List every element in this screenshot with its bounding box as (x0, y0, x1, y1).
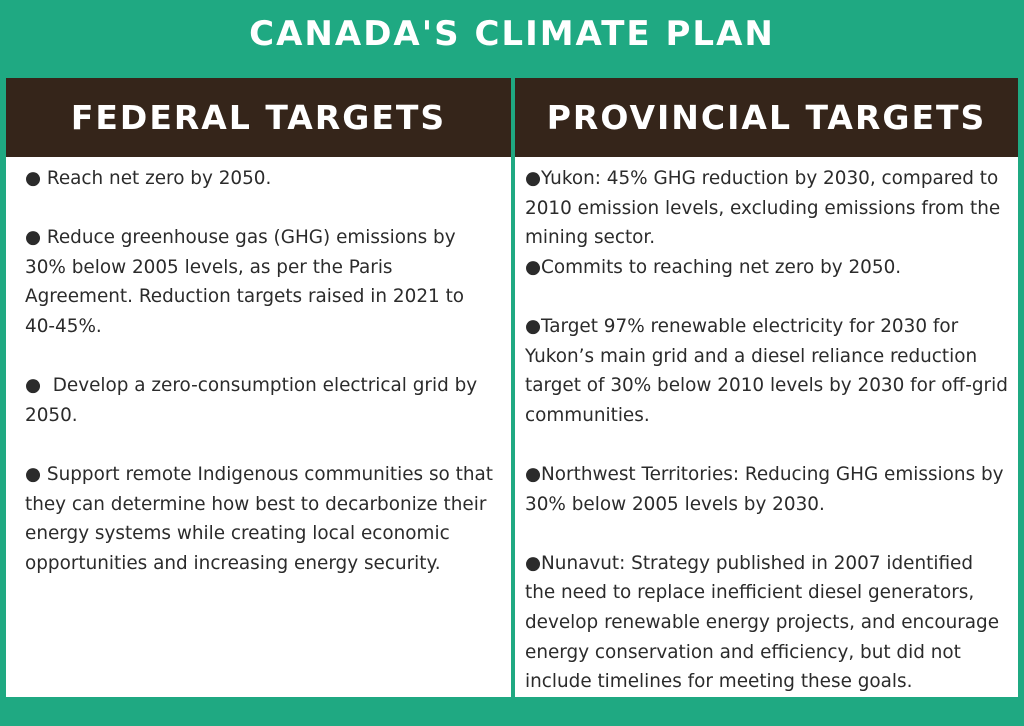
federal-targets-column (6, 78, 511, 697)
provincial-target-item: ●Commits to reaching net zero by 2050. (525, 256, 902, 278)
federal-target-item: ● Reduce greenhouse gas (GHG) emissions by 30% below 2005 levels, as per the Paris Agreement. Reduction targets raised in 2021 to 40-45%. (25, 227, 470, 337)
provincial-target-item: ●Nunavut: Strategy published in 2007 identified the need to replace inefficient diesel generators, develop renewable energy projects, and encourage energy conservation and efficiency, but did not include timelines for meeting these goals. (525, 552, 1005, 693)
federal-target-item: ● Develop a zero-consumption electrical grid by 2050. (25, 375, 484, 426)
federal-target-item: ● Reach net zero by 2050. (25, 168, 272, 189)
provincial-targets-column (515, 78, 1018, 697)
provincial-target-item: ●Yukon: 45% GHG reduction by 2030, compared to 2010 emission levels, excluding emissions from the mining sector. (525, 168, 1007, 249)
federal-target-item: ● Support remote Indigenous communities so that they can determine how best to decarbonize their energy systems while creating local economic opportunities and increasing energy security. (25, 463, 499, 574)
federal-targets-list (6, 157, 511, 578)
provincial-target-item: ●Northwest Territories: Reducing GHG emissions by 30% below 2005 levels by 2030. (525, 463, 1010, 515)
provincial-targets-header: PROVINCIAL TARGETS (515, 78, 1018, 157)
provincial-target-item: ●Target 97% renewable electricity for 2030 for Yukon’s main grid and a diesel reliance reduction target of 30% below 2010 levels by 2030 for off-grid communities. (525, 315, 1014, 426)
provincial-targets-list (515, 157, 1018, 697)
page-title: CANADA'S CLIMATE PLAN (249, 14, 775, 54)
federal-targets-header: FEDERAL TARGETS (6, 78, 511, 157)
